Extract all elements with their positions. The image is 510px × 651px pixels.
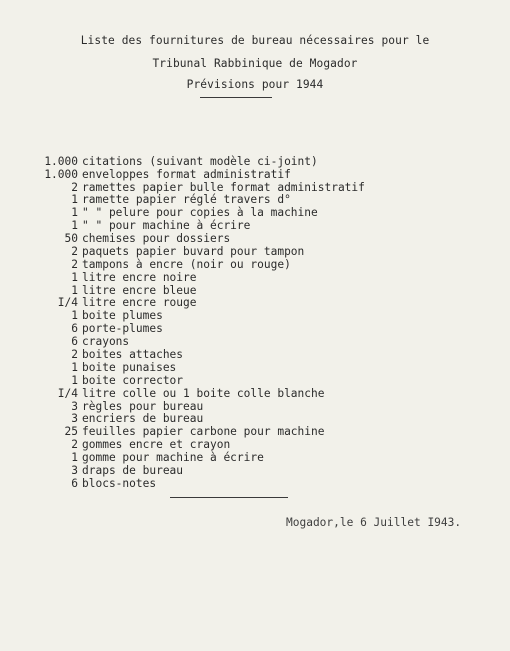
- item-quantity: I/4: [57, 296, 78, 309]
- item-description: ramette papier réglé travers d°: [82, 193, 291, 206]
- item-quantity: 1: [71, 271, 78, 284]
- item-description: chemises pour dossiers: [82, 232, 231, 245]
- place-date-line: Mogador,le 6 Juillet I943.: [286, 516, 462, 529]
- item-description: litre encre noire: [82, 271, 197, 284]
- list-item: [0, 438, 230, 451]
- list-item: [0, 309, 163, 322]
- item-description: gommes encre et crayon: [82, 438, 231, 451]
- item-quantity: 1: [71, 309, 78, 322]
- list-item: [0, 348, 183, 361]
- list-item: [0, 155, 318, 168]
- item-quantity: 1: [71, 193, 78, 206]
- list-item: [0, 271, 197, 284]
- item-description: citations (suivant modèle ci-joint): [82, 155, 318, 168]
- item-quantity: 3: [71, 400, 78, 413]
- item-description: enveloppes format administratif: [82, 168, 291, 181]
- list-item: [0, 374, 183, 387]
- item-quantity: 6: [71, 322, 78, 335]
- item-quantity: 1: [71, 451, 78, 464]
- item-quantity: 3: [71, 464, 78, 477]
- item-description: boite plumes: [82, 309, 163, 322]
- item-quantity: 6: [71, 477, 78, 490]
- item-quantity: I/4: [57, 387, 78, 400]
- item-quantity: 2: [71, 438, 78, 451]
- document-title-line-2: Tribunal Rabbinique de Mogador: [152, 57, 358, 70]
- item-description: litre encre bleue: [82, 284, 197, 297]
- item-description: gomme pour machine à écrire: [82, 451, 264, 464]
- list-item: [0, 361, 176, 374]
- list-item: [0, 258, 291, 271]
- list-item: [0, 193, 291, 206]
- item-quantity: 25: [64, 425, 78, 438]
- item-quantity: 2: [71, 181, 78, 194]
- list-item: [0, 232, 230, 245]
- list-item: [0, 477, 156, 490]
- list-item: [0, 322, 163, 335]
- item-description: crayons: [82, 335, 130, 348]
- item-description: règles pour bureau: [82, 400, 204, 413]
- item-quantity: 3: [71, 412, 78, 425]
- title-underline: [200, 97, 272, 98]
- item-quantity: 50: [64, 232, 78, 245]
- item-description: paquets papier buvard pour tampon: [82, 245, 305, 258]
- item-description: litre encre rouge: [82, 296, 197, 309]
- item-description: litre colle ou 1 boite colle blanche: [82, 387, 325, 400]
- item-description: boite corrector: [82, 374, 184, 387]
- list-item: [0, 412, 203, 425]
- item-quantity: 1: [71, 361, 78, 374]
- document-title-line-1: Liste des fournitures de bureau nécessaires pour le: [80, 34, 430, 47]
- item-description: boites attaches: [82, 348, 184, 361]
- item-quantity: 1: [71, 374, 78, 387]
- item-quantity: 6: [71, 335, 78, 348]
- item-quantity: 2: [71, 258, 78, 271]
- bottom-separator-line: [170, 497, 288, 498]
- list-item: [0, 168, 291, 181]
- item-description: " " pelure pour copies à la machine: [82, 206, 318, 219]
- document-title-line-3: Prévisions pour 1944: [186, 78, 324, 91]
- item-description: feuilles papier carbone pour machine: [82, 425, 325, 438]
- item-description: ramettes papier bulle format administratif: [82, 181, 365, 194]
- list-item: [0, 387, 324, 400]
- item-quantity: 1: [71, 284, 78, 297]
- item-quantity: 1: [71, 219, 78, 232]
- list-item: [0, 296, 197, 309]
- list-item: [0, 245, 304, 258]
- item-description: tampons à encre (noir ou rouge): [82, 258, 291, 271]
- list-item: [0, 464, 183, 477]
- item-quantity: 1.000: [44, 168, 78, 181]
- item-description: blocs-notes: [82, 477, 157, 490]
- list-item: [0, 451, 264, 464]
- list-item: [0, 206, 318, 219]
- item-description: " " pour machine à écrire: [82, 219, 251, 232]
- item-description: encriers de bureau: [82, 412, 204, 425]
- item-quantity: 1.000: [44, 155, 78, 168]
- list-item: [0, 335, 129, 348]
- item-quantity: 2: [71, 348, 78, 361]
- list-item: [0, 219, 250, 232]
- item-quantity: 1: [71, 206, 78, 219]
- item-quantity: 2: [71, 245, 78, 258]
- item-description: porte-plumes: [82, 322, 163, 335]
- item-description: boite punaises: [82, 361, 177, 374]
- item-description: draps de bureau: [82, 464, 184, 477]
- list-item: [0, 425, 324, 438]
